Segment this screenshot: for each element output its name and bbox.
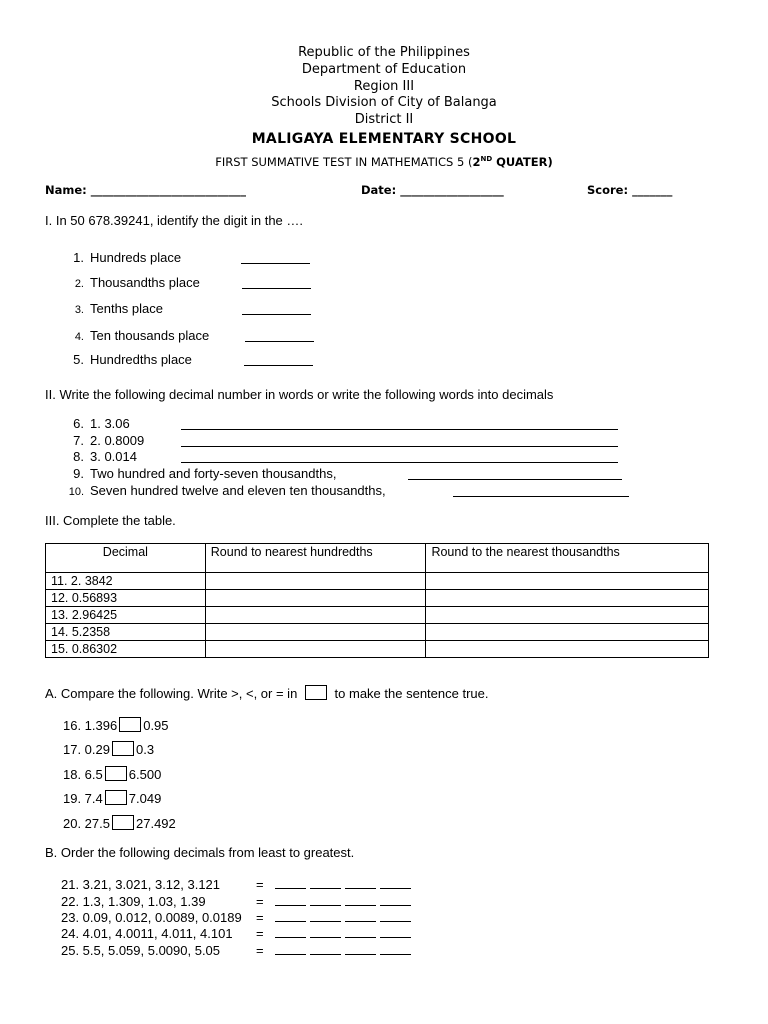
partA-instruction [45,685,488,701]
column-header-thousandths: Round to the nearest thousandths [426,544,709,573]
answer-blank[interactable] [275,893,306,906]
answer-blank[interactable] [345,876,376,889]
answer-blank[interactable] [275,942,306,955]
part3-instruction: III. Complete the table. [45,513,176,528]
compare-item [63,790,161,806]
order-item: 24. 4.01, 4.0011, 4.011, 4.101 [61,926,233,941]
order-item: 22. 1.3, 1.309, 1.03, 1.39 [61,894,206,909]
list-item [62,328,209,343]
list-item [62,449,137,464]
equals-sign: = [256,910,264,925]
test-title-suffix: QUATER) [492,154,553,169]
answer-blanks [275,876,415,893]
answer-blank[interactable] [310,893,341,906]
partB-instruction: B. Order the following decimals from least to greatest. [45,845,355,860]
answer-blank[interactable] [345,909,376,922]
answer-blanks [275,909,415,926]
answer-blank[interactable] [380,909,411,922]
equals-sign: = [256,877,264,892]
answer-blank[interactable] [380,876,411,889]
compare-left: 18. 6.5 [63,767,103,782]
answer-blank[interactable] [453,484,629,497]
test-title [0,151,768,170]
answer-blank[interactable] [408,467,622,480]
item-number: 3. [74,304,84,316]
compare-right: 0.95 [143,718,169,733]
score-field[interactable]: Score: _______ [587,183,673,197]
item-number: 2. [74,278,84,290]
list-item [62,275,200,290]
item-number: 5. [73,352,84,367]
answer-blank[interactable] [181,450,618,463]
compare-left: 19. 7.4 [63,791,103,806]
item-label: Two hundred and forty-seven thousandths, [90,466,337,481]
header-division: Schools Division of City of Balanga [271,95,497,110]
order-item: 23. 0.09, 0.012, 0.0089, 0.0189 [61,910,242,925]
table-row [46,573,709,590]
header-department: Department of Education [301,62,467,77]
item-label: Ten thousands place [90,328,210,343]
answer-blank[interactable] [181,434,618,447]
compare-left: 20. 27.5 [63,816,110,831]
answer-blank[interactable] [310,925,341,938]
item-label: 3. 0.014 [90,449,137,464]
test-title-number: 2 [472,154,481,169]
item-number: 1. [73,250,84,265]
answer-blank[interactable] [345,942,376,955]
item-label: Tenths place [90,301,163,316]
part1-instruction: I. In 50 678.39241, identify the digit in the …. [45,213,304,228]
order-item: 25. 5.5, 5.059, 5.0090, 5.05 [61,943,221,958]
decimal-cell: 14. 5.2358 [46,624,206,641]
answer-blanks [275,942,415,959]
compare-left: 17. 0.29 [63,742,110,757]
equals-sign: = [256,894,264,909]
compare-right: 0.3 [136,742,155,757]
list-item [62,466,336,481]
answer-blanks [275,925,415,942]
answer-box[interactable] [112,741,134,756]
answer-blank[interactable] [275,909,306,922]
answer-blank[interactable] [242,302,311,315]
answer-blank[interactable] [310,942,341,955]
answer-cell[interactable] [205,641,426,658]
compare-item [63,717,169,733]
header-district: District II [354,112,414,127]
school-name: MALIGAYA ELEMENTARY SCHOOL [251,131,517,147]
item-label: 2. 0.8009 [90,433,145,448]
decimal-cell: 12. 0.56893 [46,590,206,607]
decimal-cell: 15. 0.86302 [46,641,206,658]
list-item [62,352,192,367]
answer-blank[interactable] [345,925,376,938]
answer-cell[interactable] [205,590,426,607]
answer-blank[interactable] [181,417,618,430]
header-republic: Republic of the Philippines [298,45,470,60]
equals-sign: = [256,943,264,958]
answer-cell[interactable] [426,607,709,624]
item-number: 9. [73,466,84,481]
answer-blank[interactable] [310,909,341,922]
name-field[interactable]: Name: ___________________________ [45,183,247,197]
answer-box[interactable] [119,717,141,732]
answer-cell[interactable] [205,573,426,590]
answer-blank[interactable] [242,276,311,289]
answer-box[interactable] [105,766,127,781]
item-label: Thousandths place [90,275,200,290]
answer-blank[interactable] [275,925,306,938]
decimal-cell: 11. 2. 3842 [46,573,206,590]
answer-blank[interactable] [241,251,310,264]
item-label: 1. 3.06 [90,416,130,431]
decimal-cell: 13. 2.96425 [46,607,206,624]
answer-box[interactable] [105,790,127,805]
partA-instruction-before: A. Compare the following. Write >, <, or = in [45,686,298,701]
item-number: 4. [74,331,84,343]
compare-left: 16. 1.396 [63,718,118,733]
item-number: 6. [73,416,84,431]
compare-item [63,815,176,831]
item-label: Seven hundred twelve and eleven ten thousandths, [90,483,386,498]
rounding-table [45,543,709,658]
order-item: 21. 3.21, 3.021, 3.12, 3.121 [61,877,221,892]
item-number: 7. [73,433,84,448]
compare-item [63,766,161,782]
table-row [46,641,709,658]
compare-right: 6.500 [128,767,162,782]
test-title-prefix: FIRST SUMMATIVE TEST IN MATHEMATICS 5 ( [215,154,473,169]
list-item [62,250,181,265]
partA-instruction-after: to make the sentence true. [334,686,489,701]
item-number: 8. [73,449,84,464]
list-item [62,433,144,448]
answer-cell[interactable] [426,641,709,658]
column-header-decimal: Decimal [46,544,206,573]
answer-blank[interactable] [310,876,341,889]
answer-blank[interactable] [345,893,376,906]
item-number: 10. [68,486,84,498]
answer-cell[interactable] [426,590,709,607]
table-row [46,590,709,607]
list-item [62,301,163,316]
answer-blank[interactable] [380,925,411,938]
compare-item [63,741,154,757]
equals-sign: = [256,926,264,941]
answer-cell[interactable] [426,573,709,590]
table-row [46,624,709,641]
test-title-superscript: ND [480,155,493,163]
answer-blank[interactable] [380,942,411,955]
header-region: Region III [353,79,415,94]
answer-blank[interactable] [244,353,313,366]
part2-instruction: II. Write the following decimal number in words or write the following words into decimals [45,387,554,402]
list-item [62,416,130,431]
example-answer-box [305,685,327,700]
column-header-hundredths: Round to nearest hundredths [205,544,426,573]
answer-blanks [275,893,415,910]
table-row [46,607,709,624]
compare-right: 7.049 [128,791,162,806]
answer-blank[interactable] [380,893,411,906]
item-label: Hundredths place [90,352,192,367]
answer-cell[interactable] [205,624,426,641]
list-item [62,483,386,498]
date-field[interactable]: Date: __________________ [361,183,504,197]
answer-blank[interactable] [245,329,314,342]
item-label: Hundreds place [90,250,182,265]
compare-right: 27.492 [136,816,176,831]
answer-cell[interactable] [205,607,426,624]
answer-cell[interactable] [426,624,709,641]
answer-blank[interactable] [275,876,306,889]
answer-box[interactable] [112,815,134,830]
